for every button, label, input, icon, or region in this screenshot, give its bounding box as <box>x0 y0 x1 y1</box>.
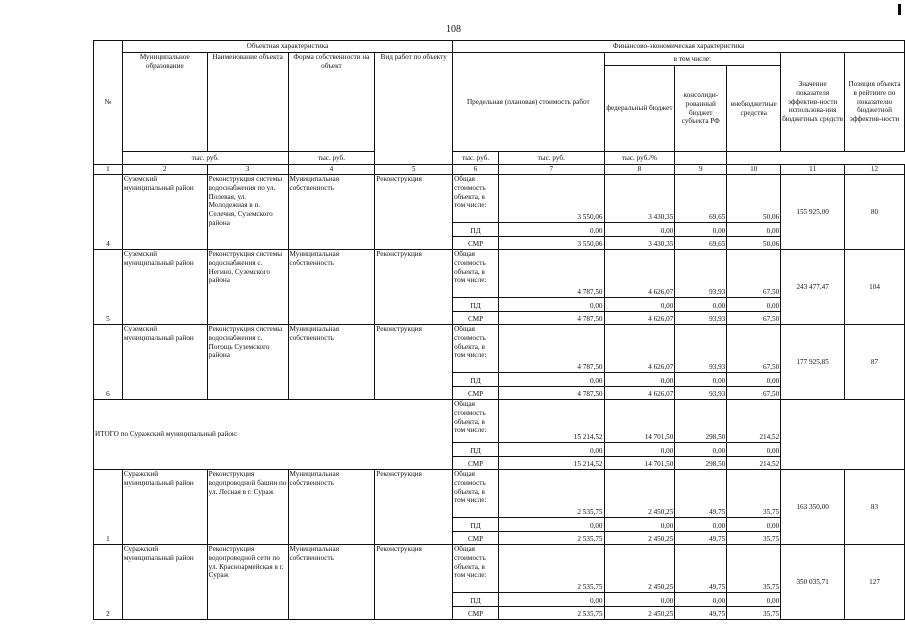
header-federal: федеральный бюджет <box>604 66 675 152</box>
rank-cell: 104 <box>845 250 905 325</box>
extrabudget-cell: 35,75 <box>727 607 781 620</box>
investment-table <box>93 40 905 620</box>
cost-cell: 2 535,75 <box>499 470 604 518</box>
indicator-cell: 177 925,85 <box>781 325 845 400</box>
federal-cell: 2 450,25 <box>604 532 675 545</box>
cost-label-smr: СМР <box>453 532 499 545</box>
consolidated-cell: 49,75 <box>675 470 727 518</box>
municipality-cell: Суземский муниципальный район <box>122 325 207 400</box>
extrabudget-cell: 0,00 <box>727 223 781 237</box>
cost-label-pd: ПД <box>453 518 499 532</box>
indicator-cell: 163 350,00 <box>781 470 845 545</box>
object-name-cell: Реконструкция системы водоснабжения с. Погощь Суземского района <box>207 325 288 400</box>
header-indicator: Значение показателя эффектив-ности использова-ния бюджетных средств <box>781 53 845 152</box>
subtotal-row <box>94 400 905 443</box>
cost-label-total: Общая стоимость объекта, в том числе: <box>453 545 499 593</box>
extrabudget-cell: 67,50 <box>727 387 781 400</box>
federal-cell: 14 701,50 <box>604 400 675 443</box>
header-extrabudget: внебюджетные средства <box>727 66 781 152</box>
cost-label-pd: ПД <box>453 223 499 237</box>
ownership-cell: Муниципальная собственность <box>288 545 375 620</box>
consolidated-cell: 49,75 <box>675 545 727 593</box>
unit-federal: тыс. руб. <box>288 152 375 165</box>
ownership-cell: Муниципальная собственность <box>288 250 375 325</box>
federal-cell: 4 626,07 <box>604 325 675 373</box>
consolidated-cell: 0,00 <box>675 298 727 312</box>
indicator-cell: 155 925,00 <box>781 175 845 250</box>
header-num: № <box>94 41 123 165</box>
subtotal-empty <box>781 400 905 470</box>
federal-cell: 0,00 <box>604 443 675 457</box>
object-name-cell: Реконструкция водопроводной сети по ул. Красноармейская в г. Сураж <box>207 545 288 620</box>
colnum: 1 <box>94 165 123 175</box>
row-number: 1 <box>94 470 123 545</box>
table-row <box>94 470 905 518</box>
extrabudget-cell: 50,06 <box>727 237 781 250</box>
municipality-cell: Суражский муниципальный район <box>122 545 207 620</box>
cost-cell: 4 787,50 <box>499 312 604 325</box>
cost-cell: 2 535,75 <box>499 545 604 593</box>
extrabudget-cell: 0,00 <box>727 593 781 607</box>
extrabudget-cell: 35,75 <box>727 545 781 593</box>
header-finance-characteristics: Финансово-экономическая характеристика <box>453 41 905 53</box>
extrabudget-cell: 0,00 <box>727 298 781 312</box>
consolidated-cell: 0,00 <box>675 373 727 387</box>
extrabudget-cell: 0,00 <box>727 518 781 532</box>
table-row <box>94 250 905 298</box>
row-number: 5 <box>94 250 123 325</box>
federal-cell: 2 450,25 <box>604 607 675 620</box>
federal-cell: 0,00 <box>604 223 675 237</box>
colnum: 7 <box>499 165 604 175</box>
page-edge-mark <box>898 4 901 15</box>
cost-label-smr: СМР <box>453 457 499 470</box>
header-object-name: Наименование объекта <box>207 53 288 152</box>
object-name-cell: Реконструкция системы водоснабжения с. Негино, Суземского района <box>207 250 288 325</box>
extrabudget-cell: 0,00 <box>727 373 781 387</box>
consolidated-cell: 298,50 <box>675 457 727 470</box>
cost-cell: 3 550,06 <box>499 237 604 250</box>
object-name-cell: Реконструкция водопроводной башни по ул. Лесная в г. Сураж <box>207 470 288 545</box>
consolidated-cell: 69,65 <box>675 237 727 250</box>
cost-label-smr: СМР <box>453 312 499 325</box>
cost-cell: 0,00 <box>499 223 604 237</box>
extrabudget-cell: 67,50 <box>727 325 781 373</box>
federal-cell: 2 450,25 <box>604 545 675 593</box>
federal-cell: 3 430,35 <box>604 237 675 250</box>
cost-cell: 0,00 <box>499 593 604 607</box>
table-row <box>94 325 905 373</box>
cost-cell: 4 787,50 <box>499 325 604 373</box>
federal-cell: 4 626,07 <box>604 387 675 400</box>
rank-cell: 80 <box>845 175 905 250</box>
consolidated-cell: 69,65 <box>675 175 727 223</box>
extrabudget-cell: 35,75 <box>727 532 781 545</box>
cost-cell: 2 535,75 <box>499 607 604 620</box>
consolidated-cell: 49,75 <box>675 607 727 620</box>
row-number: 4 <box>94 175 123 250</box>
header-municipality: Муниципальное образование <box>122 53 207 152</box>
colnum: 11 <box>781 165 845 175</box>
extrabudget-cell: 35,75 <box>727 470 781 518</box>
unit-rank <box>675 152 727 165</box>
indicator-cell: 350 035,71 <box>781 545 845 620</box>
cost-cell: 15 214,52 <box>499 400 604 443</box>
header-including: в том числе: <box>604 53 781 66</box>
federal-cell: 0,00 <box>604 298 675 312</box>
cost-label-pd: ПД <box>453 593 499 607</box>
extrabudget-cell: 67,50 <box>727 312 781 325</box>
municipality-cell: Суземский муниципальный район <box>122 250 207 325</box>
federal-cell: 0,00 <box>604 593 675 607</box>
municipality-cell: Суражский муниципальный район <box>122 470 207 545</box>
header-cost: Предельная (плановая) стоимость работ <box>453 53 604 152</box>
colnum: 8 <box>604 165 675 175</box>
federal-cell: 3 430,35 <box>604 175 675 223</box>
extrabudget-cell: 214,52 <box>727 400 781 443</box>
cost-label-total: Общая стоимость объекта, в том числе: <box>453 400 499 443</box>
colnum: 9 <box>675 165 727 175</box>
worktype-cell: Реконструкция <box>375 325 453 400</box>
header-consolidated: консолиди-рованный бюджет субъекта РФ <box>675 66 727 152</box>
unit-cost: тыс. руб. <box>122 152 288 165</box>
rank-cell: 127 <box>845 545 905 620</box>
consolidated-cell: 93,93 <box>675 325 727 373</box>
ownership-cell: Муниципальная собственность <box>288 175 375 250</box>
indicator-cell: 243 477,47 <box>781 250 845 325</box>
cost-label-total: Общая стоимость объекта, в том числе: <box>453 175 499 223</box>
municipality-cell: Суземский муниципальный район <box>122 175 207 250</box>
consolidated-cell: 49,75 <box>675 532 727 545</box>
cost-label-pd: ПД <box>453 443 499 457</box>
federal-cell: 4 626,07 <box>604 250 675 298</box>
page-number: 108 <box>446 24 461 35</box>
row-number: 2 <box>94 545 123 620</box>
consolidated-cell: 0,00 <box>675 443 727 457</box>
cost-label-total: Общая стоимость объекта, в том числе: <box>453 250 499 298</box>
worktype-cell: Реконструкция <box>375 545 453 620</box>
ownership-cell: Муниципальная собственность <box>288 470 375 545</box>
cost-label-pd: ПД <box>453 373 499 387</box>
subtotal-label: ИТОГО по Суражский муниципальный район: <box>94 400 453 470</box>
ownership-cell: Муниципальная собственность <box>288 325 375 400</box>
unit-consolidated: тыс. руб. <box>453 152 499 165</box>
cost-label-pd: ПД <box>453 298 499 312</box>
colnum: 6 <box>453 165 499 175</box>
table-row <box>94 175 905 223</box>
consolidated-cell: 0,00 <box>675 518 727 532</box>
cost-label-total: Общая стоимость объекта, в том числе: <box>453 325 499 373</box>
cost-cell: 0,00 <box>499 373 604 387</box>
cost-cell: 0,00 <box>499 298 604 312</box>
worktype-cell: Реконструкция <box>375 250 453 325</box>
unit-indicator: тыс. руб./% <box>604 152 675 165</box>
colnum: 12 <box>845 165 905 175</box>
object-name-cell: Реконструкция системы водоснабжения по ул. Полевая, ул. Молодежная в п. Селечня, Суземского района <box>207 175 288 250</box>
federal-cell: 4 626,07 <box>604 312 675 325</box>
federal-cell: 0,00 <box>604 373 675 387</box>
colnum: 3 <box>207 165 288 175</box>
consolidated-cell: 93,93 <box>675 312 727 325</box>
cost-cell: 4 787,50 <box>499 387 604 400</box>
consolidated-cell: 298,50 <box>675 400 727 443</box>
consolidated-cell: 93,93 <box>675 387 727 400</box>
extrabudget-cell: 214,52 <box>727 457 781 470</box>
cost-label-total: Общая стоимость объекта, в том числе: <box>453 470 499 518</box>
consolidated-cell: 0,00 <box>675 223 727 237</box>
cost-cell: 2 535,75 <box>499 532 604 545</box>
consolidated-cell: 0,00 <box>675 593 727 607</box>
cost-cell: 0,00 <box>499 443 604 457</box>
cost-label-smr: СМР <box>453 607 499 620</box>
cost-cell: 0,00 <box>499 518 604 532</box>
cost-label-smr: СМР <box>453 237 499 250</box>
header-rank: Позиция объекта в рейтинге по показателю бюджетной эффектив-ности <box>845 53 905 152</box>
cost-cell: 4 787,50 <box>499 250 604 298</box>
worktype-cell: Реконструкция <box>375 470 453 545</box>
rank-cell: 83 <box>845 470 905 545</box>
cost-label-smr: СМР <box>453 387 499 400</box>
consolidated-cell: 93,93 <box>675 250 727 298</box>
rank-cell: 87 <box>845 325 905 400</box>
table-row <box>94 545 905 593</box>
federal-cell: 14 701,50 <box>604 457 675 470</box>
header-work-type: Вид работ по объекту <box>375 53 453 165</box>
cost-cell: 15 214,52 <box>499 457 604 470</box>
federal-cell: 0,00 <box>604 518 675 532</box>
colnum: 10 <box>727 165 781 175</box>
colnum: 4 <box>288 165 375 175</box>
colnum: 5 <box>375 165 453 175</box>
extrabudget-cell: 50,06 <box>727 175 781 223</box>
extrabudget-cell: 67,50 <box>727 250 781 298</box>
header-object-characteristics: Объектная характеристика <box>122 41 452 53</box>
federal-cell: 2 450,25 <box>604 470 675 518</box>
worktype-cell: Реконструкция <box>375 175 453 250</box>
unit-extrabudget: тыс. руб. <box>499 152 604 165</box>
row-number: 6 <box>94 325 123 400</box>
header-ownership: Форма собственности на объект <box>288 53 375 152</box>
colnum: 2 <box>122 165 207 175</box>
cost-cell: 3 550,06 <box>499 175 604 223</box>
extrabudget-cell: 0,00 <box>727 443 781 457</box>
